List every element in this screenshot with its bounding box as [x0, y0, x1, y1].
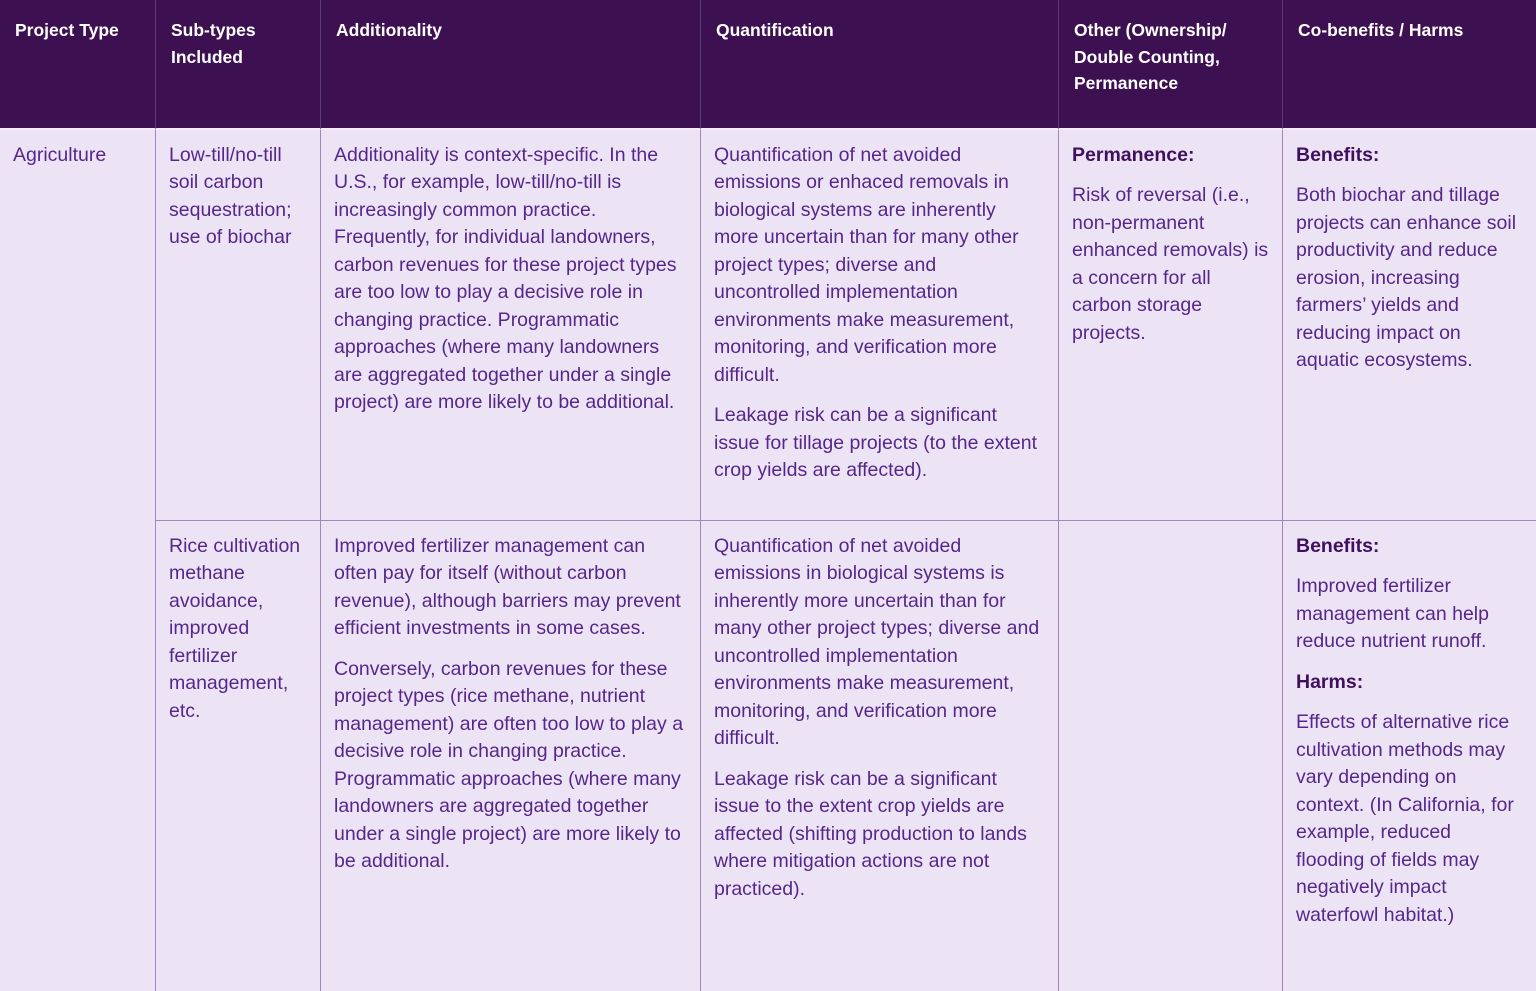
- cell-quantification-row1: [700, 130, 1058, 520]
- header-additionality: Additionality: [320, 0, 700, 130]
- cell-quantification-row2: [700, 520, 1058, 991]
- sub-types-text: Rice cultivation methane avoidance, improved fertilizer management, etc.: [169, 535, 301, 722]
- header-quantification: Quantification: [700, 0, 1058, 130]
- benefits-heading: Benefits:: [1296, 535, 1380, 557]
- cell-other-row1: [1058, 130, 1282, 520]
- additionality-paragraph: Additionality is context-specific. In the U.S., for example, low-till/no-till is increasingly common practice. Frequently, for individual landowners, carbon revenues for these project types are too low to play a decisive role in changing practice. Programmatic approaches (where many landowners are aggregated together under a single project) are more likely to be additional.: [334, 144, 677, 414]
- header-sub-types: Sub-types Included: [155, 0, 320, 130]
- benefits-text: Improved fertilizer management can help reduce nutrient runoff.: [1296, 575, 1489, 653]
- header-project-type: Project Type: [0, 0, 155, 130]
- header-co-benefits: Co-benefits / Harms: [1282, 0, 1536, 130]
- additionality-paragraph: Conversely, carbon revenues for these project types (rice methane, nutrient management) are often too low to play a decisive role in changing practice. Programmatic approaches (where many landowners are aggregated together under a single project) are more likely to be additional.: [334, 657, 684, 873]
- cell-co-benefits-row2: [1282, 520, 1536, 991]
- quantification-paragraph: Quantification of net avoided emissions or enhaced removals in biological systems are inherently more uncertain than for many other project types; diverse and uncontrolled implementation environments make measurement, monitoring, and verification more difficult.: [714, 144, 1019, 386]
- cell-project-type-agriculture: Agriculture: [0, 130, 155, 991]
- cell-co-benefits-row1: [1282, 130, 1536, 520]
- quantification-paragraph: Leakage risk can be a significant issue for tillage projects (to the extent crop yields are affected).: [714, 404, 1037, 482]
- cell-other-row2-empty: [1058, 520, 1282, 991]
- quantification-paragraph: Leakage risk can be a significant issue to the extent crop yields are affected (shifting production to lands where mitigation actions are not practiced).: [714, 767, 1027, 900]
- cell-sub-types-row2: [155, 520, 320, 991]
- permanence-heading: Permanence:: [1072, 144, 1195, 166]
- cell-sub-types-row1: [155, 130, 320, 520]
- cell-additionality-row2: [320, 520, 700, 991]
- additionality-paragraph: Improved fertilizer management can often pay for itself (without carbon revenue), although barriers may prevent efficient investments in some cases.: [334, 535, 681, 640]
- quantification-paragraph: Quantification of net avoided emissions in biological systems is inherently more uncertain than for many other project types; diverse and uncontrolled implementation environments make measurement, monitoring, and verification more difficult.: [714, 535, 1040, 750]
- benefits-heading: Benefits:: [1296, 144, 1380, 166]
- sub-types-text: Low-till/no-till soil carbon sequestration; use of biochar: [169, 144, 292, 249]
- permanence-text: Risk of reversal (i.e., non-permanent enhanced removals) is a concern for all carbon storage projects.: [1072, 184, 1269, 344]
- header-other: Other (Ownership/ Double Counting, Permanence: [1058, 0, 1282, 130]
- harms-text: Effects of alternative rice cultivation methods may vary depending on context. (In California, for example, reduced flooding of fields may negatively impact waterfowl habitat.): [1296, 711, 1514, 926]
- benefits-text: Both biochar and tillage projects can enhance soil productivity and reduce erosion, increasing farmers’ yields and reducing impact on aquatic ecosystems.: [1296, 184, 1517, 372]
- cell-additionality-row1: [320, 130, 700, 520]
- harms-heading: Harms:: [1296, 670, 1364, 693]
